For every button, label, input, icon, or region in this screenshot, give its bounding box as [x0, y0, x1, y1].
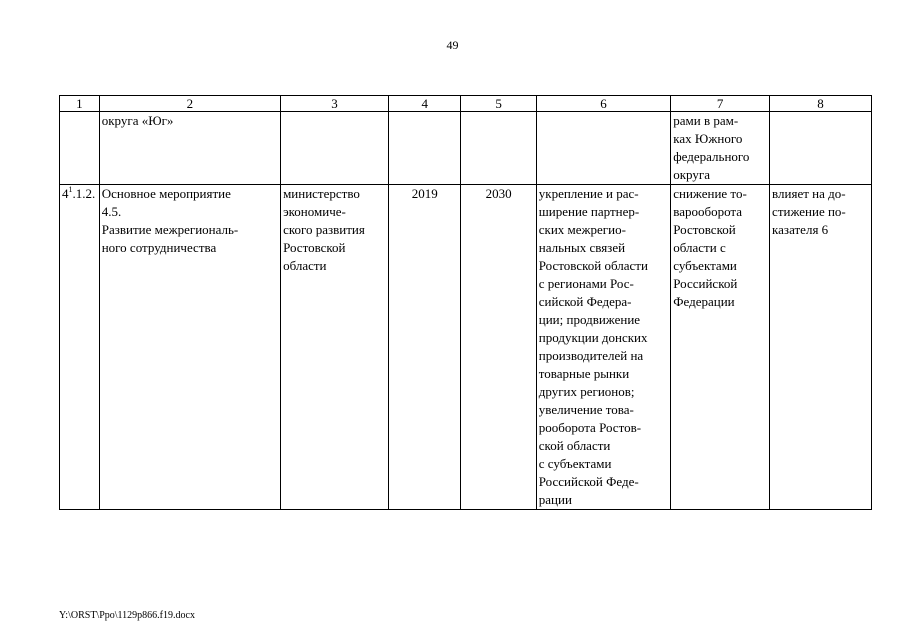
- cell-expected-result: укрепление и рас- ширение партнер- ских межрегио- нальных связей Ростовской области с регионами Рос- сийской Федера- ции; продвижение продукции донских производителей на товарные рынки других регионов; увеличение това- рооборота Ростов- ской области с субъектами Российской Феде- рации: [536, 185, 670, 510]
- cell-executor: [281, 112, 389, 185]
- cell-end-year: 2030: [461, 185, 536, 510]
- cell-consequences: рами в рам- ках Южного федерального округа: [671, 112, 770, 185]
- table-row-measure: [60, 185, 872, 510]
- measures-table: [59, 95, 872, 510]
- row-number-rest: .1.2.: [72, 186, 96, 201]
- cell-measure-name: Основное мероприятие 4.5. Развитие межрегиональ- ного сотрудничества: [99, 185, 280, 510]
- cell-indicator-link: [770, 112, 872, 185]
- header-cell-5: 5: [461, 96, 536, 112]
- header-cell-7: 7: [671, 96, 770, 112]
- cell-measure-name: округа «Юг»: [99, 112, 280, 185]
- table-header-row: [60, 96, 872, 112]
- cell-start-year: [389, 112, 461, 185]
- footer-file-path: Y:\ORST\Ppo\1129p866.f19.docx: [59, 610, 195, 621]
- header-cell-6: 6: [536, 96, 670, 112]
- page-number: 49: [446, 38, 459, 52]
- header-cell-1: 1: [60, 96, 100, 112]
- header-cell-8: 8: [770, 96, 872, 112]
- header-cell-2: 2: [99, 96, 280, 112]
- header-cell-3: 3: [281, 96, 389, 112]
- row-number-main: 4: [62, 186, 69, 201]
- cell-indicator-link: влияет на до- стижение по- казателя 6: [770, 185, 872, 510]
- cell-consequences: снижение то- варооборота Ростовской области с субъектами Российской Федерации: [671, 185, 770, 510]
- cell-start-year: 2019: [389, 185, 461, 510]
- cell-expected-result: [536, 112, 670, 185]
- table-row-continuation: [60, 112, 872, 185]
- cell-end-year: [461, 112, 536, 185]
- cell-executor: министерство экономиче- ского развития Ростовской области: [281, 185, 389, 510]
- cell-number: [60, 185, 100, 510]
- row-number-superscript: 1: [68, 184, 73, 194]
- header-cell-4: 4: [389, 96, 461, 112]
- cell-number: [60, 112, 100, 185]
